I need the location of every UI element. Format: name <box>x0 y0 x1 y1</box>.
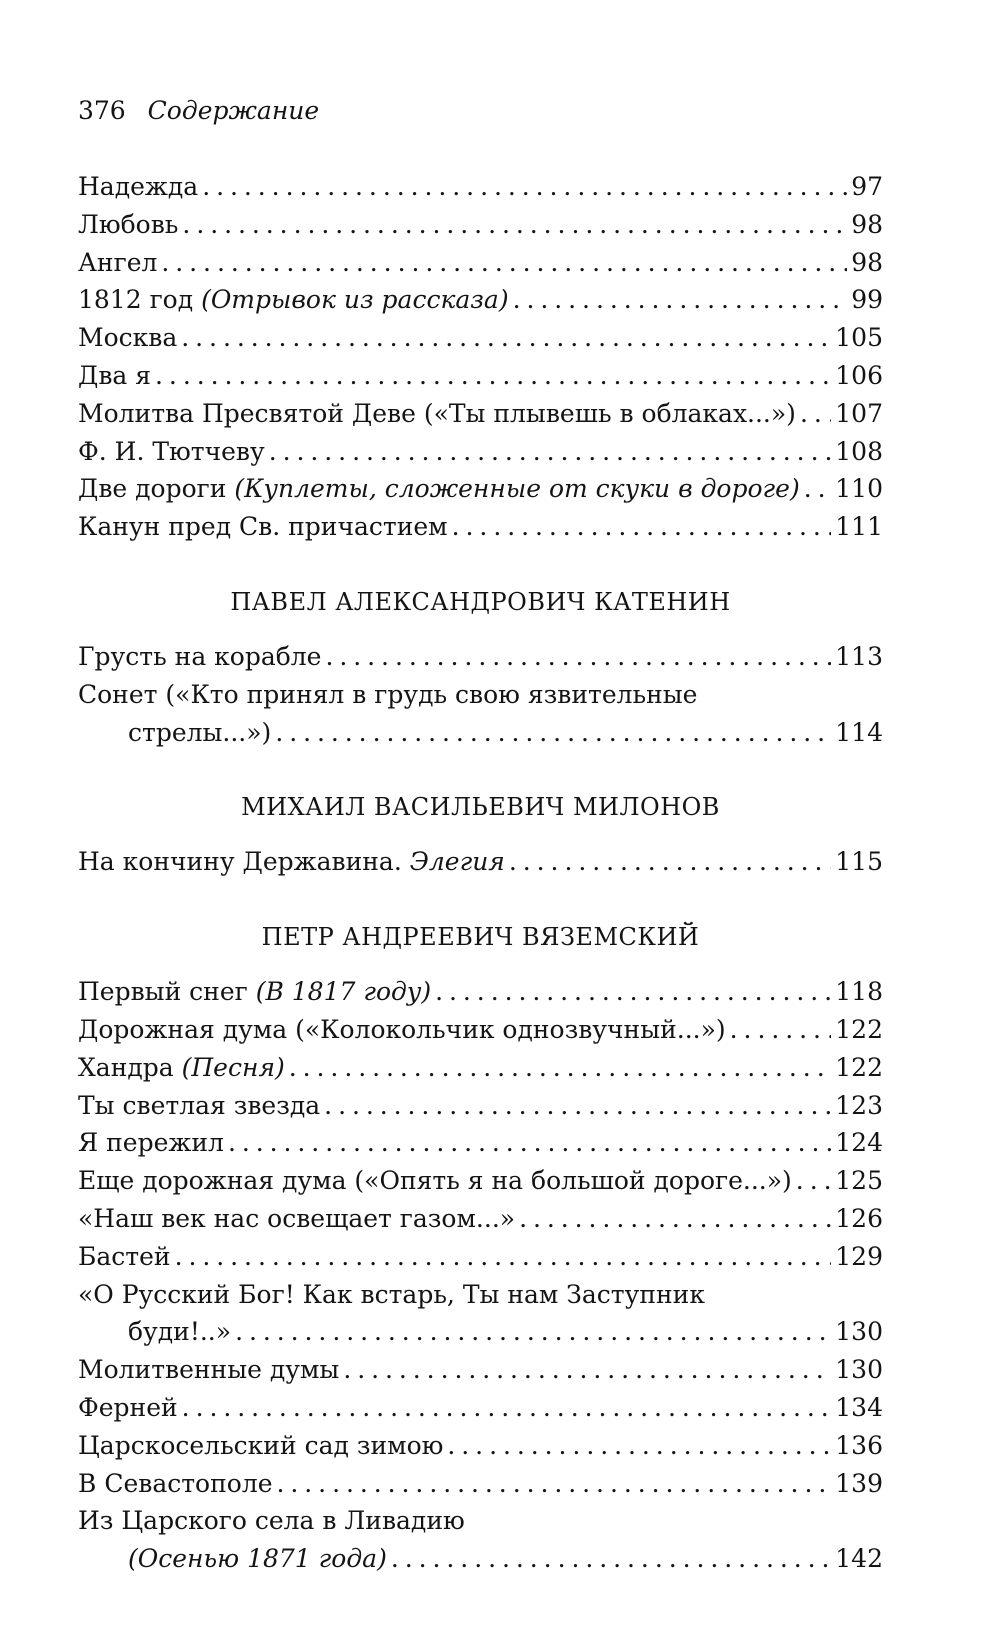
dot-leader <box>228 1124 831 1162</box>
entry-page: 142 <box>835 1544 883 1574</box>
author-heading: МИХАИЛ ВАСИЛЬЕВИЧ МИЛОНОВ <box>241 793 720 822</box>
entry-title-line1: Из Царского села в Ливадию <box>78 1506 465 1536</box>
entry-title: Два я <box>78 360 152 390</box>
entry-title: Канун пред Св. причастием <box>78 512 448 542</box>
entry-title-text: 1812 год <box>78 285 202 315</box>
entry-title: Надежда <box>78 172 199 201</box>
entry-title-line1: Сонет («Кто принял в грудь свою язвительные <box>78 679 698 709</box>
entry-title: Ферней <box>78 1392 178 1422</box>
toc-entry <box>78 433 883 471</box>
toc-entry <box>78 1427 883 1465</box>
toc-entry <box>78 1162 883 1200</box>
toc-entry <box>78 1238 883 1276</box>
toc-entry <box>78 1049 883 1087</box>
entry-title: Царскосельский сад зимою <box>78 1430 444 1460</box>
dot-leader <box>277 1465 832 1503</box>
dot-leader <box>269 433 832 471</box>
entry-page: 99 <box>851 285 883 315</box>
dot-leader <box>730 1011 832 1049</box>
entry-title: Еще дорожная дума («Опять я на большой дороге...») <box>78 1166 792 1196</box>
dot-leader <box>325 638 831 676</box>
running-title: Содержание <box>147 96 320 125</box>
entry-page: 114 <box>835 717 883 747</box>
toc-section <box>78 584 883 751</box>
entry-title <box>78 470 800 508</box>
dot-leader <box>181 319 831 357</box>
toc-entry <box>78 1200 883 1238</box>
entry-continuation <box>78 1313 883 1351</box>
entry-title-text: Две дороги <box>78 474 235 504</box>
entry-title: Молитвенные думы <box>78 1355 340 1385</box>
dot-leader <box>175 1238 832 1276</box>
entry-title: Грусть на корабле <box>78 641 322 671</box>
entry-page: 124 <box>835 1128 883 1158</box>
dot-leader <box>235 1313 831 1351</box>
entry-title: Ангел <box>78 247 158 277</box>
toc-entry <box>78 843 883 881</box>
toc-entry <box>78 508 883 546</box>
toc-entry <box>78 973 883 1011</box>
entry-title: Москва <box>78 323 178 353</box>
dot-leader <box>509 843 831 881</box>
entry-page: 97 <box>851 172 883 201</box>
entry-title <box>78 281 509 319</box>
dot-leader <box>161 244 847 282</box>
entry-page: 123 <box>835 1090 883 1120</box>
page-number: 376 <box>78 96 126 125</box>
entry-title-text: На кончину Державина. <box>78 847 410 877</box>
dot-leader <box>391 1540 831 1578</box>
toc-entry <box>78 244 883 282</box>
dot-leader <box>519 1200 831 1238</box>
table-of-contents <box>78 168 883 1578</box>
entry-page: 98 <box>851 247 883 277</box>
entry-page: 98 <box>851 209 883 239</box>
entry-subtitle: (В 1817 году) <box>255 977 432 1007</box>
entry-title <box>78 973 431 1011</box>
dot-leader <box>155 357 831 395</box>
entry-subtitle: Элегия <box>409 847 505 877</box>
entry-title-text: Первый снег <box>78 977 256 1007</box>
entry-title <box>78 1049 285 1087</box>
dot-leader <box>447 1427 831 1465</box>
entry-title: Бастей <box>78 1241 171 1271</box>
toc-entry <box>78 1351 883 1389</box>
entry-page: 118 <box>835 977 883 1007</box>
toc-entry <box>78 1124 883 1162</box>
entry-page: 110 <box>835 474 883 504</box>
dot-leader <box>182 206 847 244</box>
entry-page: 129 <box>835 1241 883 1271</box>
entry-title: В Севастополе <box>78 1468 273 1498</box>
entry-page: 107 <box>835 398 883 428</box>
entry-continuation <box>78 1540 883 1578</box>
entry-title: Любовь <box>78 209 179 239</box>
dot-leader <box>800 395 831 433</box>
entry-page: 134 <box>835 1392 883 1422</box>
toc-entry <box>78 1502 883 1578</box>
toc-entry <box>78 470 883 508</box>
entry-title: Я пережил <box>78 1128 224 1158</box>
entry-page: 122 <box>835 1052 883 1082</box>
toc-entry <box>78 168 883 206</box>
entry-page: 122 <box>835 1014 883 1044</box>
entry-page: 126 <box>835 1203 883 1233</box>
entry-title: Ф. И. Тютчеву <box>78 436 265 466</box>
entry-subtitle: (Куплеты, сложенные от скуки в дороге) <box>234 474 800 504</box>
toc-section <box>78 789 883 881</box>
entry-page: 113 <box>835 641 883 671</box>
toc-section <box>78 168 883 546</box>
entry-page: 108 <box>835 436 883 466</box>
entry-continuation <box>78 714 883 752</box>
entry-title: Ты светлая звезда <box>78 1090 321 1120</box>
entry-subtitle: (Песня) <box>181 1052 285 1082</box>
dot-leader <box>804 470 832 508</box>
entry-title-line1: «О Русский Бог! Как встарь, Ты нам Заступник <box>78 1279 705 1309</box>
entry-page: 139 <box>835 1468 883 1498</box>
entry-title-line2: стрелы...») <box>128 717 272 747</box>
toc-entry <box>78 638 883 676</box>
entry-page: 106 <box>835 360 883 390</box>
entry-title: «Наш век нас освещает газом...» <box>78 1203 516 1233</box>
dot-leader <box>796 1162 831 1200</box>
entry-title-line2: буди!..» <box>128 1317 232 1347</box>
running-header <box>78 96 319 125</box>
toc-entry <box>78 357 883 395</box>
dot-leader <box>289 1049 832 1087</box>
entry-page: 136 <box>835 1430 883 1460</box>
entry-title <box>78 843 505 881</box>
toc-section <box>78 919 883 1578</box>
author-heading: ПЕТР АНДРЕЕВИЧ ВЯЗЕМСКИЙ <box>261 923 700 952</box>
entry-page: 111 <box>835 512 883 542</box>
dot-leader <box>513 281 848 319</box>
dot-leader <box>275 714 831 752</box>
toc-entry <box>78 676 883 752</box>
entry-page: 130 <box>835 1317 883 1347</box>
dot-leader <box>343 1351 831 1389</box>
dot-leader <box>324 1087 831 1125</box>
toc-entry <box>78 319 883 357</box>
toc-entry <box>78 281 883 319</box>
entry-title: Молитва Пресвятой Деве («Ты плывешь в облаках...») <box>78 398 796 428</box>
entry-title: Дорожная дума («Колокольчик однозвучный...») <box>78 1014 726 1044</box>
dot-leader <box>182 1389 832 1427</box>
toc-entry <box>78 1087 883 1125</box>
toc-entry <box>78 206 883 244</box>
toc-entry <box>78 1276 883 1352</box>
toc-entry <box>78 1389 883 1427</box>
entry-title-text: Хандра <box>78 1052 182 1082</box>
dot-leader <box>435 973 831 1011</box>
entry-subtitle: (Осенью 1871 года) <box>128 1544 387 1574</box>
entry-page: 115 <box>835 847 883 877</box>
entry-page: 130 <box>835 1355 883 1385</box>
entry-page: 125 <box>835 1166 883 1196</box>
entry-page: 105 <box>835 323 883 353</box>
entry-subtitle: (Отрывок из рассказа) <box>201 285 509 315</box>
toc-entry <box>78 1011 883 1049</box>
dot-leader <box>452 508 832 546</box>
dot-leader <box>202 168 847 206</box>
toc-entry <box>78 1465 883 1503</box>
toc-entry <box>78 395 883 433</box>
author-heading: ПАВЕЛ АЛЕКСАНДРОВИЧ КАТЕНИН <box>230 587 731 616</box>
